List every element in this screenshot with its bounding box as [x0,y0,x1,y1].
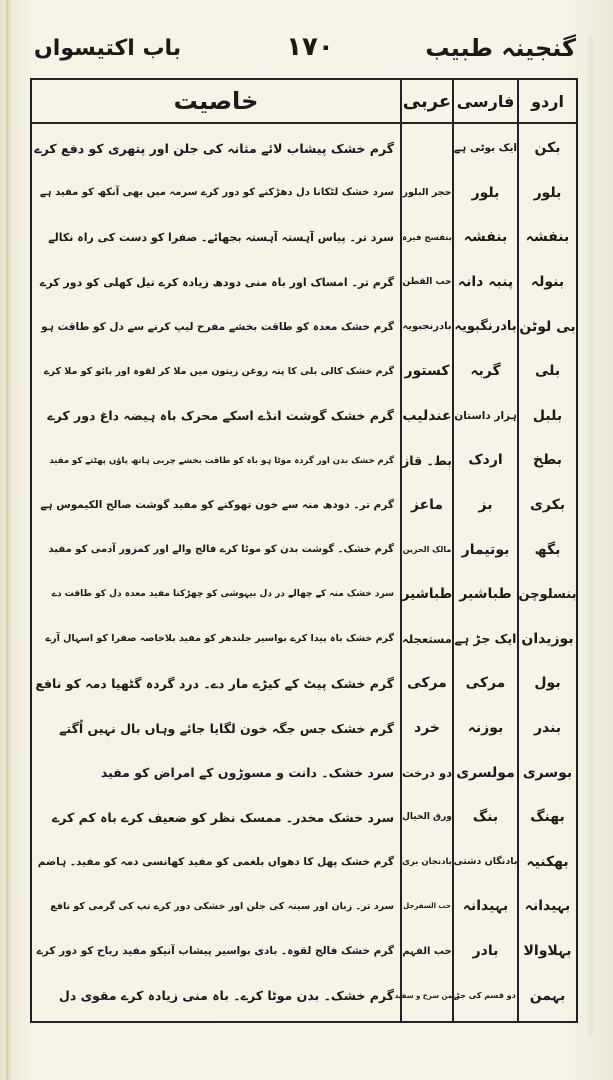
cell-urdu: بہمن [529,987,566,1004]
cell-farsi: بز [478,497,493,514]
cell-urdu: بلور [533,184,562,201]
cell-arabi: حب السفرجل [403,902,451,911]
table-row [32,171,576,216]
cell-urdu: بھکنیہ [526,853,569,870]
cell-farsi: بنفشہ [463,229,508,246]
cell-urdu: بھنگ [530,809,565,826]
table-row [32,438,576,483]
table-row [32,394,576,439]
cell-arabi: مستعجلہ [402,631,452,646]
table-row [32,215,576,260]
cell-urdu: بوزیدان [521,630,574,647]
cell-khasiyat: گرم تر۔ امساک اور باہ منی دودھ زیادہ کرے تیل کھلی کو دور کرے [39,275,394,289]
cell-urdu: بگھ [534,541,561,558]
cell-urdu: بول [534,675,561,692]
cell-farsi: مولسری [456,764,515,781]
cell-farsi: مرکی [465,675,506,692]
cell-urdu: بی لوٹن [519,318,576,335]
column-header-khasiyat: خاصیت [173,87,259,115]
cell-arabi: طباشیر [401,586,453,603]
cell-arabi: ورق الخیال [402,812,452,823]
table-row [32,840,576,885]
cell-arabi [402,126,452,171]
table-row [32,527,576,572]
cell-farsi: بادر [472,943,499,960]
column-header-arabi: عربی [402,90,452,112]
cell-khasiyat: گرم خشک کالی بلی کا پتہ روغن زیتون میں ملا کر لقوہ اور بائو کو ملا کرے [43,365,394,377]
cell-farsi: بنگ [472,809,499,826]
column-header-urdu: اردو [531,91,564,111]
cell-urdu: بلبل [532,407,563,424]
cell-farsi: دو قسم کی جڑ [455,991,516,1001]
cell-khasiyat: گرم خشک گوشت انڈے اسکے محرک باہ ہیضہ داغ دور کرے [47,408,394,424]
cell-urdu: بکن [534,140,561,157]
page-number: ۱۷۰ [286,32,334,62]
herb-properties-table [30,78,578,1023]
table-row [32,304,576,349]
table-row [32,706,576,751]
cell-arabi: مرکی [407,675,447,692]
cell-arabi: بنفسج فیرہ [402,232,452,243]
cell-arabi: کستور [404,363,450,380]
column-header-farsi: فارسی [456,91,515,111]
cell-farsi: ایک بوٹی ہے [454,142,517,155]
cell-khasiyat: گرم خشک بدن اور گردہ موٹا ہو باہ کو طاقت بخشے چربی ہاتھ پاؤں پھٹنے کو مفید [49,455,394,466]
cell-arabi: عندلیب [402,407,452,424]
cell-khasiyat: گرم خشک پیشاب لائے مثانہ کی جلن اور پتھری کو دفع کرے [34,140,394,156]
cell-khasiyat: گرم خشک باہ پیدا کرے بواسیر جلندھر کو مفید بلاخاصہ صفرا کو اسہال آرے [45,633,394,645]
cell-farsi: بادرنگبویہ [454,319,517,335]
cell-farsi: بادنگاں دشتی [453,856,518,868]
table-row [32,349,576,394]
table-row [32,260,576,305]
page-spine-shadow [6,0,12,1080]
cell-khasiyat: سرد تر۔ پیاس آہستہ آہستہ بجھائے۔ صفرا کو دست کی راہ نکالے [48,230,394,244]
cell-urdu: بکری [530,497,565,514]
cell-khasiyat: گرم خشک۔ گوشت بدن کو موٹا کرے فالج والے اور کمزور آدمی کو مفید [48,544,394,556]
cell-urdu: بنفشہ [525,229,570,246]
cell-khasiyat: گرم خشک معدہ کو طاقت بخشے مفرح لیپ کرنے سے دل کو طاقت ہو [41,320,394,333]
cell-farsi: ایک جڑ ہے [454,631,517,647]
cell-arabi: بہمن سرخ و سفید [394,991,460,1000]
cell-khasiyat: سرد تر۔ زبان اور سینہ کی جلن اور خشکی دور کرے تپ کی گرمی کو نافع [50,900,394,912]
cell-khasiyat: سرد خشک منہ کے چھالے در دل بیہوشی کو چھڑکنا مفید معدہ دل کو طاقت دے [51,589,394,600]
cell-farsi: پنبہ دانہ [457,274,514,291]
table-row [32,973,576,1018]
cell-urdu: بہیدانہ [524,898,571,915]
cell-farsi: گربہ [470,363,501,380]
cell-farsi: بوتیمار [461,541,510,558]
cell-arabi: حب الفہم [402,945,452,957]
page-fold-shadow [587,36,595,1036]
cell-khasiyat: گرم خشک پھل کا دھواں بلغمی کو مفید کھانسی دمہ کو مفید۔ ہاضم [37,855,394,868]
cell-urdu: بوسری [522,764,573,781]
cell-khasiyat: سرد خشک۔ دانت و مسوڑوں کے امراض کو مفید [100,765,394,781]
cell-arabi: بادنجان بری [402,856,452,867]
header-row-divider [32,122,576,124]
cell-khasiyat: گرم خشک۔ بدن موٹا کرے۔ باہ منی زیادہ کرے مقوی دل [59,988,394,1004]
cell-urdu: بہلاوالا [523,943,572,960]
cell-farsi: بوزنہ [467,720,504,737]
table-row [32,795,576,840]
cell-arabi: خرد [414,720,440,737]
table-row [32,884,576,929]
table-row [32,126,576,171]
cell-urdu: بطخ [533,452,562,469]
page-header [30,30,580,70]
cell-khasiyat: گرم خشک فالج لقوہ۔ بادی بواسیر پیشاب آنیکو مفید ریاح کو دور کرے [36,945,394,958]
cell-khasiyat: گرم خشک پیٹ کے کیڑے مار دے۔ درد گردہ گٹھیا دمہ کو نافع [35,675,394,691]
cell-arabi: حب القطن [402,277,452,288]
cell-farsi: طباشیر [459,586,512,603]
cell-farsi: بہیدانہ [462,898,509,915]
cell-urdu: بنسلوچن [518,586,577,602]
cell-khasiyat: گرم تر۔ دودھ منہ سے خون تھوکنے کو مفید گوشت صالح الکیموس ہے [40,499,394,512]
cell-farsi: اردک [468,452,503,469]
cell-khasiyat: سرد خشک مخدر۔ ممسک نظر کو ضعیف کرے باہ کم کرے [51,809,394,825]
book-title: گنجینہ طبیب [425,34,576,62]
table-row [32,661,576,706]
cell-urdu: بندر [533,720,562,737]
table-row [32,617,576,662]
chapter-title: باب اکتیسواں [34,36,182,61]
cell-arabi: بادرنجبویہ [402,321,452,333]
cell-urdu: بلی [534,363,561,380]
table-row [32,929,576,974]
cell-arabi: بط۔ قاز [402,452,452,468]
cell-farsi: بلور [471,184,500,201]
cell-arabi: دو درخت [401,765,453,780]
cell-farsi: ہزار داستان [454,409,517,422]
cell-arabi: ماعز [410,497,444,514]
cell-khasiyat: گرم خشک جس جگہ خون لگایا جائے وہاں بال نہیں اُگتے [59,720,394,736]
cell-urdu: بنولہ [530,274,565,291]
cell-arabi: مالک الحزین [402,545,452,555]
cell-khasiyat: سرد خشک لٹکانا دل دھڑکنے کو دور کرے سرمہ میں بھی آنکھ کو مفید ہے [39,187,394,199]
table-row [32,750,576,795]
cell-arabi: حجر البلور [402,187,452,199]
table-row [32,572,576,617]
table-row [32,483,576,528]
